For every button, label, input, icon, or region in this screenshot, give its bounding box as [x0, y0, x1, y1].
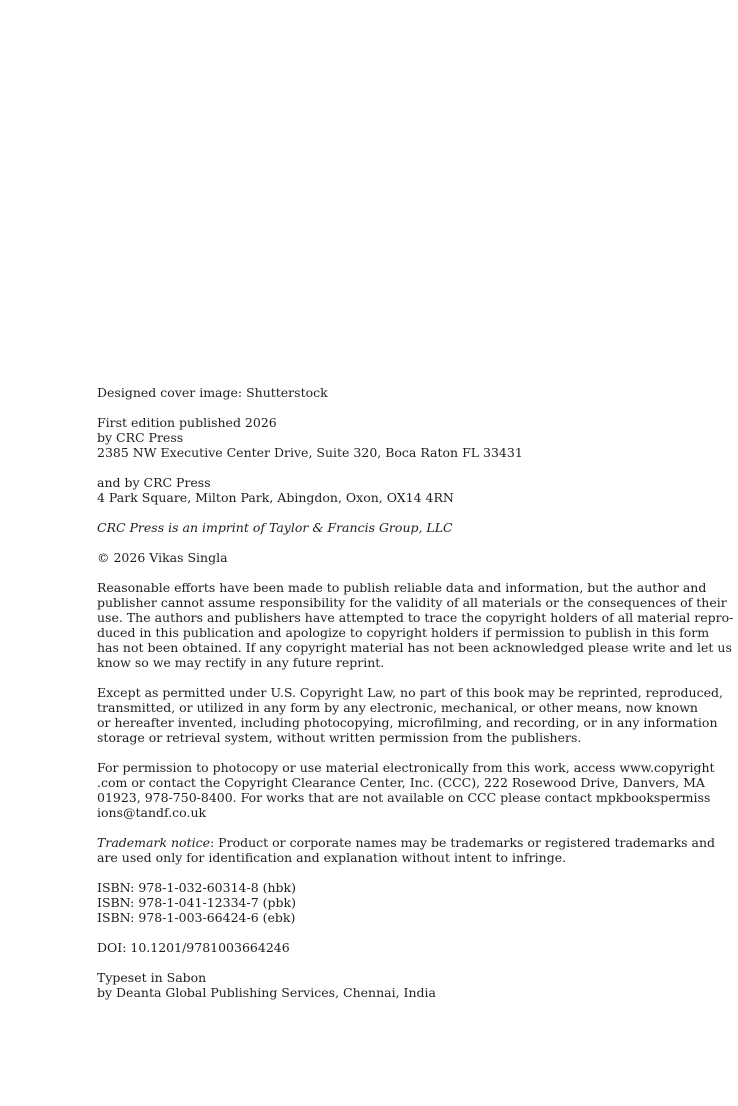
typesetter: by Deanta Global Publishing Services, Chennai, India [97, 985, 436, 1000]
permission-line: ions@tandf.co.uk [97, 805, 207, 820]
trademark-notice [97, 835, 716, 865]
isbn-list [97, 880, 640, 925]
isbn-ebk: ISBN: 978-1-003-66424-6 (ebk) [97, 910, 296, 925]
permission-paragraph [97, 760, 715, 820]
disclaimer-line: duced in this publication and apologize to copyright holders if permission to publish in this form [97, 625, 710, 640]
permission-line: 01923, 978-750-8400. For works that are not available on CCC please contact mpkbookspermiss [97, 790, 711, 805]
copyright-notice [97, 550, 640, 565]
cover-credit-text: Designed cover image: Shutterstock [97, 385, 328, 400]
rights-paragraph [97, 685, 723, 745]
rights-line: Except as permitted under U.S. Copyright Law, no part of this book may be reprinted, reproduced, [97, 685, 723, 700]
disclaimer-line: know so we may rectify in any future reprint. [97, 655, 385, 670]
trademark-label: Trademark notice [97, 835, 210, 850]
rights-line: or hereafter invented, including photocopying, microfilming, and recording, or in any information [97, 715, 718, 730]
publisher-address-us: 2385 NW Executive Center Drive, Suite 320, Boca Raton FL 33431 [97, 445, 523, 460]
uk-publisher-line: and by CRC Press [97, 475, 211, 490]
imprint-text: CRC Press is an imprint of Taylor & Francis Group, LLC [97, 520, 453, 535]
uk-publisher-info [97, 475, 640, 505]
copyright-page [97, 385, 734, 1015]
permission-line: For permission to photocopy or use material electronically from this work, access www.copyright [97, 760, 715, 775]
rights-line: storage or retrieval system, without written permission from the publishers. [97, 730, 582, 745]
disclaimer-line: use. The authors and publishers have attempted to trace the copyright holders of all material repro- [97, 610, 734, 625]
rights-line: transmitted, or utilized in any form by any electronic, mechanical, or other means, now known [97, 700, 698, 715]
permission-line: .com or contact the Copyright Clearance Center, Inc. (CCC), 222 Rosewood Drive, Danvers, MA [97, 775, 705, 790]
trademark-text: : Product or corporate names may be trademarks or registered trademarks and [210, 835, 716, 850]
edition-line: First edition published 2026 [97, 415, 277, 430]
publisher-address-uk: 4 Park Square, Milton Park, Abingdon, Oxon, OX14 4RN [97, 490, 454, 505]
isbn-hbk: ISBN: 978-1-032-60314-8 (hbk) [97, 880, 296, 895]
trademark-line [97, 835, 716, 850]
typeset-info [97, 970, 640, 1000]
disclaimer-line: Reasonable efforts have been made to publish reliable data and information, but the author and [97, 580, 707, 595]
copyright-text: © 2026 Vikas Singla [97, 550, 228, 565]
imprint-statement [97, 520, 640, 535]
disclaimer-line: has not been obtained. If any copyright material has not been acknowledged please write and let us [97, 640, 732, 655]
publisher-line: by CRC Press [97, 430, 184, 445]
doi-text: DOI: 10.1201/9781003664246 [97, 940, 290, 955]
edition-info [97, 415, 640, 460]
trademark-line: are used only for identification and explanation without intent to infringe. [97, 850, 567, 865]
isbn-pbk: ISBN: 978-1-041-12334-7 (pbk) [97, 895, 296, 910]
cover-credit [97, 385, 640, 400]
disclaimer-paragraph [97, 580, 734, 670]
typeset-font: Typeset in Sabon [97, 970, 207, 985]
disclaimer-line: publisher cannot assume responsibility for the validity of all materials or the consequences of their [97, 595, 727, 610]
doi-info [97, 940, 640, 955]
